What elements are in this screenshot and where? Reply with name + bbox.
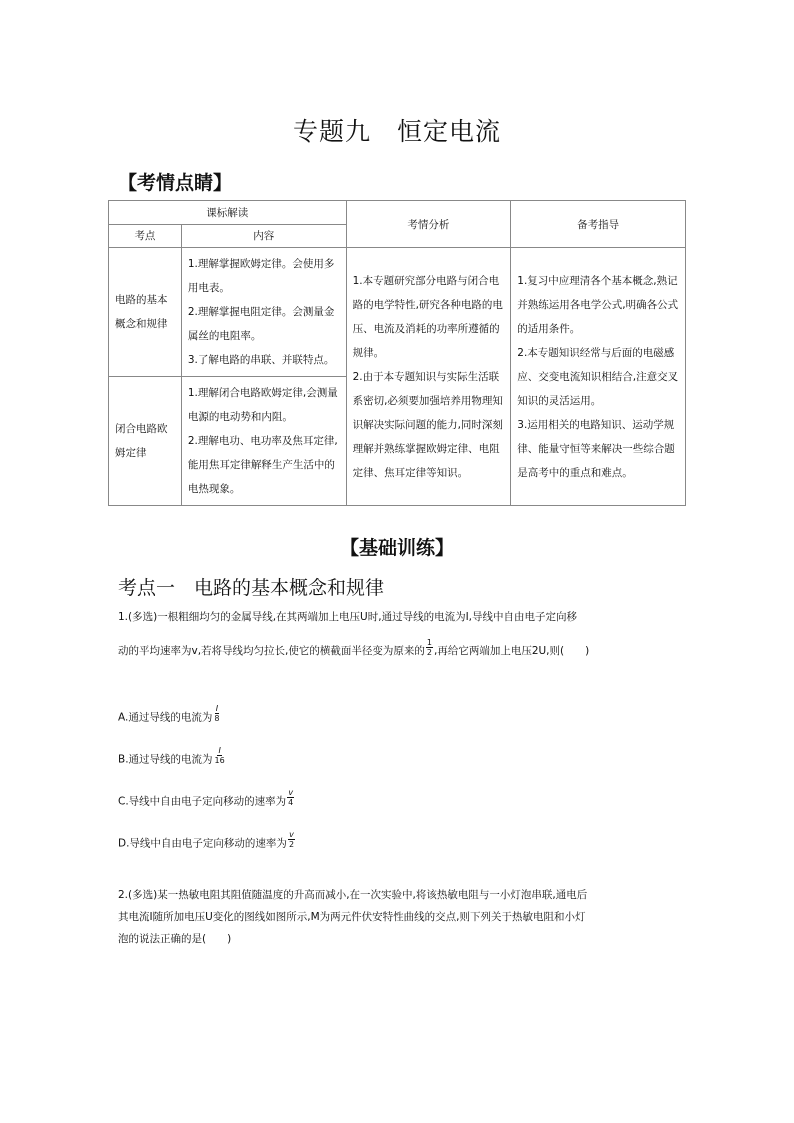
table-cell-point: 电路的基本概念和规律 [115,294,168,330]
table-cell-content: 1.理解掌握欧姆定律。会使用多用电表。 2.理解掌握电阻定律。会测量金属丝的电阻率。 3.了解电路的串联、并联特点。 [187,258,335,366]
table-cell-content: 1.理解闭合电路欧姆定律,会测量电源的电动势和内阻。 2.理解电功、电功率及焦耳定律,能用焦耳定律解释生产生活中的电热现象。 [187,387,338,495]
fraction: $\frac{1}{2}$ [426,637,432,657]
table-cell-guide: 1.复习中应理清各个基本概念,熟记并熟练运用各电学公式,明确各公式的适用条件。 2.本专题知识经常与后面的电磁感应、交变电流知识相结合,注意交叉知识的灵活运用。 3.运用相关的电路知识、运动学规律、能量守恒等来解决一些综合题是高考中的重点和难点。 [517,274,679,479]
table-cell-point: 闭合电路欧姆定律 [115,423,168,459]
question-2-line3: 泡的说法正确的是( ) [118,933,232,945]
page-title: 专题九 恒定电流 [292,117,501,146]
question-1-line2: 动的平均速率为v,若将导线均匀拉长,使它的横截面半径变为原来的 $\frac{1}{2}$ ,再给它两端加上电压2U,则( ) [118,637,590,657]
option-a[interactable]: A.通过导线的电流为 $\frac{I}{8}$ [118,704,220,724]
question-1-line1: 1.(多选)一根粗细均匀的金属导线,在其两端加上电压U时,通过导线的电流为I,导线中自由电子定向移 [118,611,578,623]
question-2-line2: 其电流I随所加电压U变化的图线如图所示,M为两元件伏安特性曲线的交点,则下列关于热敏电阻和小灯 [118,911,586,923]
option-b[interactable]: B.通过导线的电流为 $\frac{I}{16}$ [118,746,225,766]
option-c[interactable]: C.导线中自由电子定向移动的速率为 $\frac{v}{4}$ [118,788,294,808]
question-2 [118,884,698,950]
table-header-point: 考点 [109,224,182,248]
question-1 [118,600,698,668]
exam-analysis-table [108,200,686,506]
question-2-line1: 2.(多选)某一热敏电阻其阻值随温度的升高而减小,在一次实验中,将该热敏电阻与一小灯泡串联,通电后 [118,889,588,901]
table-header-curriculum: 课标解读 [109,201,347,225]
subsection-heading: 考点一 电路的基本概念和规律 [118,577,385,599]
fraction: $\frac{I}{8}$ [214,704,220,723]
section-heading-exam-focus: 【考情点睛】 [118,172,233,194]
option-d[interactable]: D.导线中自由电子定向移动的速率为 $\frac{v}{2}$ [118,830,295,850]
table-header-analysis: 考情分析 [346,201,511,248]
section-heading-basic-training: 【基础训练】 [339,537,454,559]
table-header-guide: 备考指导 [511,201,686,248]
table-header-content: 内容 [181,224,346,248]
fraction: $\frac{v}{2}$ [288,830,295,849]
table-cell-analysis: 1.本专题研究部分电路与闭合电路的电学特性,研究各种电路的电压、电流及消耗的功率所遵循的规律。 2.由于本专题知识与实际生活联系密切,必须要加强培养用物理知识解决实际问题的能力,同时深刻理解并熟练掌握欧姆定律、电阻定律、焦耳定律等知识。 [352,274,503,479]
fraction: $\frac{v}{4}$ [288,788,294,807]
fraction: $\frac{I}{16}$ [214,746,225,765]
